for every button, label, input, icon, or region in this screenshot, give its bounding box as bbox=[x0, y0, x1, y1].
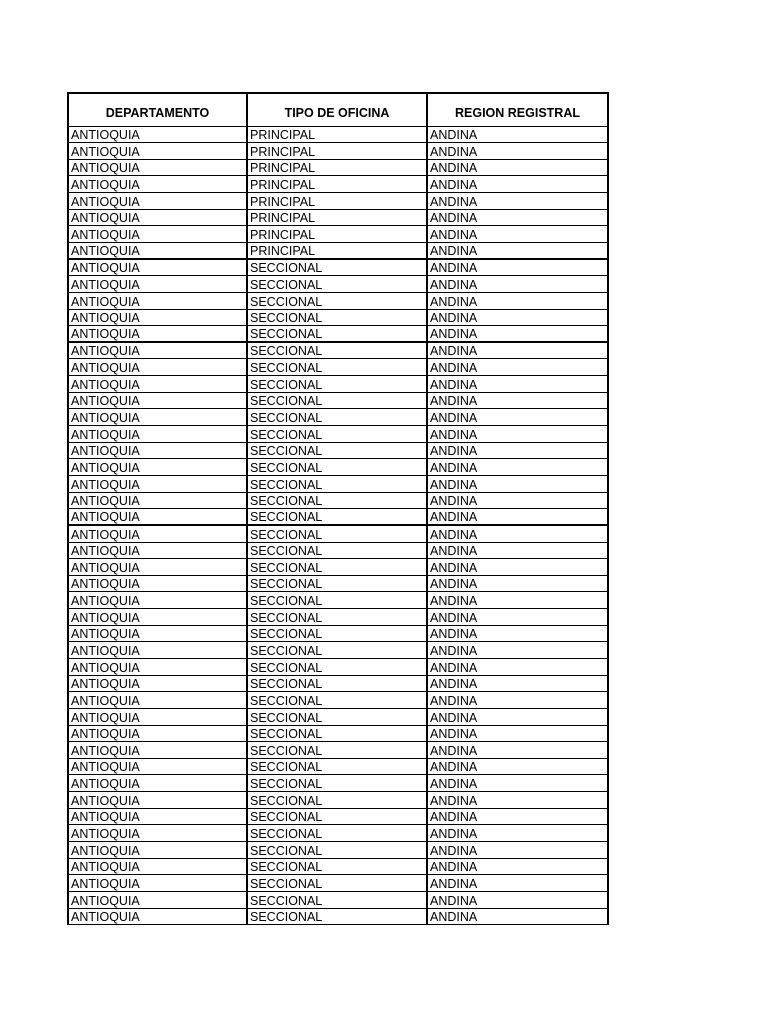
departamento-cell: ANTIOQUIA bbox=[68, 292, 247, 309]
table-row bbox=[68, 825, 608, 842]
departamento-cell: ANTIOQUIA bbox=[68, 742, 247, 759]
table-row bbox=[68, 276, 608, 293]
departamento-cell: ANTIOQUIA bbox=[68, 492, 247, 509]
departamento-cell: ANTIOQUIA bbox=[68, 459, 247, 476]
table-row bbox=[68, 891, 608, 908]
departamento-cell: ANTIOQUIA bbox=[68, 758, 247, 775]
header-row bbox=[68, 93, 608, 126]
tipo-de-oficina-cell: SECCIONAL bbox=[247, 659, 427, 676]
region-registral-cell: ANDINA bbox=[427, 758, 608, 775]
header-departamento: DEPARTAMENTO bbox=[68, 93, 247, 126]
table-row bbox=[68, 392, 608, 409]
table-row bbox=[68, 292, 608, 309]
table-row bbox=[68, 875, 608, 892]
region-registral-cell: ANDINA bbox=[427, 858, 608, 875]
table-row bbox=[68, 143, 608, 160]
region-registral-cell: ANDINA bbox=[427, 575, 608, 592]
table-row bbox=[68, 758, 608, 775]
table-row bbox=[68, 858, 608, 875]
departamento-cell: ANTIOQUIA bbox=[68, 609, 247, 626]
tipo-de-oficina-cell: SECCIONAL bbox=[247, 342, 427, 359]
departamento-cell: ANTIOQUIA bbox=[68, 159, 247, 176]
departamento-cell: ANTIOQUIA bbox=[68, 659, 247, 676]
region-registral-cell: ANDINA bbox=[427, 775, 608, 792]
tipo-de-oficina-cell: SECCIONAL bbox=[247, 276, 427, 293]
departamento-cell: ANTIOQUIA bbox=[68, 842, 247, 859]
region-registral-cell: ANDINA bbox=[427, 376, 608, 393]
region-registral-cell: ANDINA bbox=[427, 409, 608, 426]
departamento-cell: ANTIOQUIA bbox=[68, 725, 247, 742]
region-registral-cell: ANDINA bbox=[427, 276, 608, 293]
departamento-cell: ANTIOQUIA bbox=[68, 309, 247, 326]
tipo-de-oficina-cell: SECCIONAL bbox=[247, 808, 427, 825]
tipo-de-oficina-cell: SECCIONAL bbox=[247, 525, 427, 542]
tipo-de-oficina-cell: SECCIONAL bbox=[247, 326, 427, 343]
departamento-cell: ANTIOQUIA bbox=[68, 226, 247, 243]
tipo-de-oficina-cell: SECCIONAL bbox=[247, 575, 427, 592]
region-registral-cell: ANDINA bbox=[427, 442, 608, 459]
tipo-de-oficina-cell: SECCIONAL bbox=[247, 592, 427, 609]
table-row bbox=[68, 625, 608, 642]
table-row bbox=[68, 792, 608, 809]
region-registral-cell: ANDINA bbox=[427, 675, 608, 692]
departamento-cell: ANTIOQUIA bbox=[68, 808, 247, 825]
departamento-cell: ANTIOQUIA bbox=[68, 259, 247, 276]
region-registral-cell: ANDINA bbox=[427, 792, 608, 809]
tipo-de-oficina-cell: SECCIONAL bbox=[247, 775, 427, 792]
departamento-cell: ANTIOQUIA bbox=[68, 242, 247, 259]
region-registral-cell: ANDINA bbox=[427, 392, 608, 409]
departamento-cell: ANTIOQUIA bbox=[68, 143, 247, 160]
header-tipo-de-oficina: TIPO DE OFICINA bbox=[247, 93, 427, 126]
tipo-de-oficina-cell: SECCIONAL bbox=[247, 509, 427, 526]
departamento-cell: ANTIOQUIA bbox=[68, 542, 247, 559]
departamento-cell: ANTIOQUIA bbox=[68, 592, 247, 609]
tipo-de-oficina-cell: SECCIONAL bbox=[247, 392, 427, 409]
departamento-cell: ANTIOQUIA bbox=[68, 825, 247, 842]
tipo-de-oficina-cell: SECCIONAL bbox=[247, 825, 427, 842]
tipo-de-oficina-cell: SECCIONAL bbox=[247, 875, 427, 892]
region-registral-cell: ANDINA bbox=[427, 509, 608, 526]
tipo-de-oficina-cell: SECCIONAL bbox=[247, 792, 427, 809]
tipo-de-oficina-cell: SECCIONAL bbox=[247, 426, 427, 443]
table-row bbox=[68, 259, 608, 276]
table-row bbox=[68, 326, 608, 343]
departamento-cell: ANTIOQUIA bbox=[68, 126, 247, 143]
region-registral-cell: ANDINA bbox=[427, 642, 608, 659]
tipo-de-oficina-cell: SECCIONAL bbox=[247, 376, 427, 393]
table-row bbox=[68, 525, 608, 542]
departamento-cell: ANTIOQUIA bbox=[68, 525, 247, 542]
departamento-cell: ANTIOQUIA bbox=[68, 475, 247, 492]
tipo-de-oficina-cell: SECCIONAL bbox=[247, 559, 427, 576]
departamento-cell: ANTIOQUIA bbox=[68, 193, 247, 210]
table-row bbox=[68, 426, 608, 443]
region-registral-cell: ANDINA bbox=[427, 592, 608, 609]
region-registral-cell: ANDINA bbox=[427, 259, 608, 276]
departamento-cell: ANTIOQUIA bbox=[68, 376, 247, 393]
tipo-de-oficina-cell: SECCIONAL bbox=[247, 908, 427, 925]
region-registral-cell: ANDINA bbox=[427, 126, 608, 143]
departamento-cell: ANTIOQUIA bbox=[68, 559, 247, 576]
tipo-de-oficina-cell: SECCIONAL bbox=[247, 891, 427, 908]
region-registral-cell: ANDINA bbox=[427, 226, 608, 243]
region-registral-cell: ANDINA bbox=[427, 492, 608, 509]
table-row bbox=[68, 908, 608, 925]
table-row bbox=[68, 725, 608, 742]
departamento-cell: ANTIOQUIA bbox=[68, 276, 247, 293]
table-row bbox=[68, 442, 608, 459]
table-row bbox=[68, 176, 608, 193]
region-registral-cell: ANDINA bbox=[427, 708, 608, 725]
tipo-de-oficina-cell: SECCIONAL bbox=[247, 758, 427, 775]
tipo-de-oficina-cell: SECCIONAL bbox=[247, 359, 427, 376]
table-row bbox=[68, 542, 608, 559]
region-registral-cell: ANDINA bbox=[427, 159, 608, 176]
region-registral-cell: ANDINA bbox=[427, 891, 608, 908]
region-registral-cell: ANDINA bbox=[427, 143, 608, 160]
table-row bbox=[68, 659, 608, 676]
tipo-de-oficina-cell: SECCIONAL bbox=[247, 742, 427, 759]
region-registral-cell: ANDINA bbox=[427, 542, 608, 559]
region-registral-cell: ANDINA bbox=[427, 625, 608, 642]
table-row bbox=[68, 159, 608, 176]
region-registral-cell: ANDINA bbox=[427, 193, 608, 210]
table-row bbox=[68, 509, 608, 526]
tipo-de-oficina-cell: PRINCIPAL bbox=[247, 209, 427, 226]
table-row bbox=[68, 842, 608, 859]
departamento-cell: ANTIOQUIA bbox=[68, 359, 247, 376]
departamento-cell: ANTIOQUIA bbox=[68, 509, 247, 526]
departamento-cell: ANTIOQUIA bbox=[68, 858, 247, 875]
region-registral-cell: ANDINA bbox=[427, 309, 608, 326]
region-registral-cell: ANDINA bbox=[427, 692, 608, 709]
table-row bbox=[68, 475, 608, 492]
departamento-cell: ANTIOQUIA bbox=[68, 792, 247, 809]
tipo-de-oficina-cell: PRINCIPAL bbox=[247, 143, 427, 160]
region-registral-cell: ANDINA bbox=[427, 176, 608, 193]
departamento-cell: ANTIOQUIA bbox=[68, 176, 247, 193]
departamento-cell: ANTIOQUIA bbox=[68, 692, 247, 709]
tipo-de-oficina-cell: PRINCIPAL bbox=[247, 193, 427, 210]
tipo-de-oficina-cell: PRINCIPAL bbox=[247, 159, 427, 176]
table-row bbox=[68, 642, 608, 659]
region-registral-cell: ANDINA bbox=[427, 342, 608, 359]
tipo-de-oficina-cell: PRINCIPAL bbox=[247, 226, 427, 243]
table-row bbox=[68, 193, 608, 210]
header-region-registral: REGION REGISTRAL bbox=[427, 93, 608, 126]
departamento-cell: ANTIOQUIA bbox=[68, 642, 247, 659]
table-row bbox=[68, 342, 608, 359]
region-registral-cell: ANDINA bbox=[427, 825, 608, 842]
departamento-cell: ANTIOQUIA bbox=[68, 625, 247, 642]
table-row bbox=[68, 592, 608, 609]
table-row bbox=[68, 808, 608, 825]
table-body bbox=[68, 126, 608, 925]
region-registral-cell: ANDINA bbox=[427, 525, 608, 542]
tipo-de-oficina-cell: SECCIONAL bbox=[247, 259, 427, 276]
table-row bbox=[68, 459, 608, 476]
departamento-cell: ANTIOQUIA bbox=[68, 209, 247, 226]
table-row bbox=[68, 376, 608, 393]
departamento-cell: ANTIOQUIA bbox=[68, 908, 247, 925]
tipo-de-oficina-cell: SECCIONAL bbox=[247, 692, 427, 709]
departamento-cell: ANTIOQUIA bbox=[68, 392, 247, 409]
departamento-cell: ANTIOQUIA bbox=[68, 775, 247, 792]
table-row bbox=[68, 309, 608, 326]
region-registral-cell: ANDINA bbox=[427, 725, 608, 742]
departamento-cell: ANTIOQUIA bbox=[68, 575, 247, 592]
tipo-de-oficina-cell: SECCIONAL bbox=[247, 542, 427, 559]
tipo-de-oficina-cell: PRINCIPAL bbox=[247, 242, 427, 259]
table-row bbox=[68, 559, 608, 576]
tipo-de-oficina-cell: SECCIONAL bbox=[247, 442, 427, 459]
tipo-de-oficina-cell: SECCIONAL bbox=[247, 642, 427, 659]
region-registral-cell: ANDINA bbox=[427, 559, 608, 576]
tipo-de-oficina-cell: SECCIONAL bbox=[247, 475, 427, 492]
tipo-de-oficina-cell: PRINCIPAL bbox=[247, 126, 427, 143]
region-registral-cell: ANDINA bbox=[427, 875, 608, 892]
table-row bbox=[68, 126, 608, 143]
table-row bbox=[68, 692, 608, 709]
table-row bbox=[68, 742, 608, 759]
departamento-cell: ANTIOQUIA bbox=[68, 708, 247, 725]
region-registral-cell: ANDINA bbox=[427, 475, 608, 492]
region-registral-cell: ANDINA bbox=[427, 459, 608, 476]
tipo-de-oficina-cell: SECCIONAL bbox=[247, 309, 427, 326]
tipo-de-oficina-cell: SECCIONAL bbox=[247, 609, 427, 626]
tipo-de-oficina-cell: SECCIONAL bbox=[247, 725, 427, 742]
registry-offices-table bbox=[67, 92, 609, 925]
departamento-cell: ANTIOQUIA bbox=[68, 326, 247, 343]
table-row bbox=[68, 209, 608, 226]
table-row bbox=[68, 409, 608, 426]
table-row bbox=[68, 708, 608, 725]
tipo-de-oficina-cell: SECCIONAL bbox=[247, 292, 427, 309]
departamento-cell: ANTIOQUIA bbox=[68, 426, 247, 443]
table-row bbox=[68, 575, 608, 592]
table-row bbox=[68, 359, 608, 376]
departamento-cell: ANTIOQUIA bbox=[68, 891, 247, 908]
region-registral-cell: ANDINA bbox=[427, 742, 608, 759]
tipo-de-oficina-cell: SECCIONAL bbox=[247, 708, 427, 725]
departamento-cell: ANTIOQUIA bbox=[68, 675, 247, 692]
tipo-de-oficina-cell: SECCIONAL bbox=[247, 459, 427, 476]
region-registral-cell: ANDINA bbox=[427, 808, 608, 825]
departamento-cell: ANTIOQUIA bbox=[68, 409, 247, 426]
region-registral-cell: ANDINA bbox=[427, 209, 608, 226]
region-registral-cell: ANDINA bbox=[427, 908, 608, 925]
tipo-de-oficina-cell: SECCIONAL bbox=[247, 625, 427, 642]
table-row bbox=[68, 492, 608, 509]
tipo-de-oficina-cell: SECCIONAL bbox=[247, 409, 427, 426]
region-registral-cell: ANDINA bbox=[427, 292, 608, 309]
tipo-de-oficina-cell: SECCIONAL bbox=[247, 858, 427, 875]
tipo-de-oficina-cell: SECCIONAL bbox=[247, 675, 427, 692]
tipo-de-oficina-cell: SECCIONAL bbox=[247, 492, 427, 509]
table-row bbox=[68, 242, 608, 259]
tipo-de-oficina-cell: PRINCIPAL bbox=[247, 176, 427, 193]
region-registral-cell: ANDINA bbox=[427, 609, 608, 626]
region-registral-cell: ANDINA bbox=[427, 659, 608, 676]
departamento-cell: ANTIOQUIA bbox=[68, 875, 247, 892]
region-registral-cell: ANDINA bbox=[427, 326, 608, 343]
region-registral-cell: ANDINA bbox=[427, 359, 608, 376]
tipo-de-oficina-cell: SECCIONAL bbox=[247, 842, 427, 859]
table-row bbox=[68, 609, 608, 626]
region-registral-cell: ANDINA bbox=[427, 426, 608, 443]
table-row bbox=[68, 675, 608, 692]
departamento-cell: ANTIOQUIA bbox=[68, 342, 247, 359]
region-registral-cell: ANDINA bbox=[427, 242, 608, 259]
table-row bbox=[68, 775, 608, 792]
departamento-cell: ANTIOQUIA bbox=[68, 442, 247, 459]
region-registral-cell: ANDINA bbox=[427, 842, 608, 859]
table-row bbox=[68, 226, 608, 243]
